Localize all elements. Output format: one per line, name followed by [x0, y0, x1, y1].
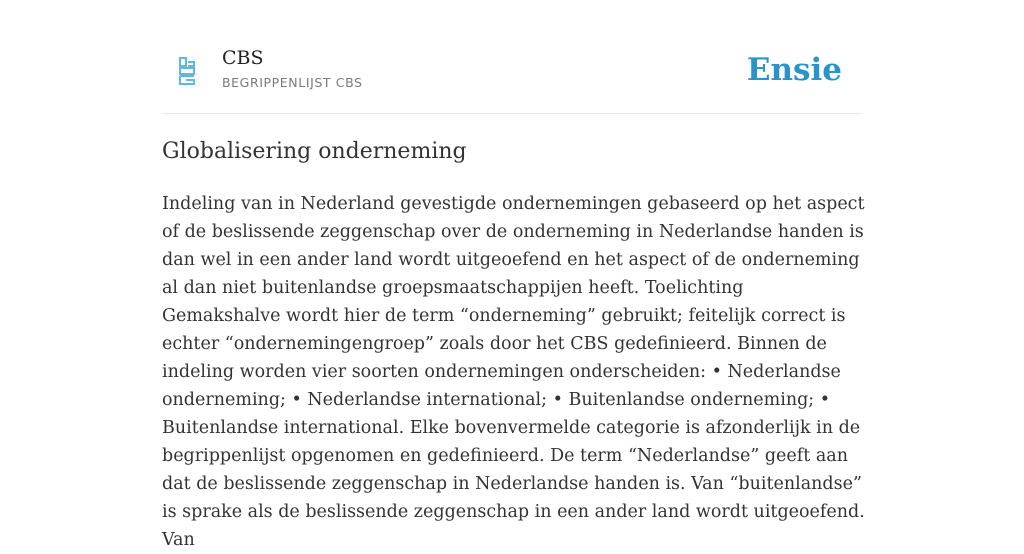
cbs-logo-icon[interactable]	[176, 56, 198, 86]
org-subtitle[interactable]: BEGRIPPENLIJST CBS	[222, 75, 363, 90]
definition-text: Indeling van in Nederland gevestigde ondernemingen gebaseerd op het aspect of de beslissende zeggenschap over de onderneming in Nederlandse handen is dan wel in een ander land wordt uitgeoefend en het aspect of de onderneming al dan niet buitenlandse groepsmaatschappijen heeft. Toelichting Gemakshalve wordt hier de term “onderneming” gebruikt; feitelijk correct is echter “ondernemingengroep” zoals door het CBS gedefinieerd. Binnen de indeling worden vier soorten ondernemingen onderscheiden: • Nederlandse onderneming; • Nederlandse international; • Buitenlandse onderneming; • Buitenlandse international. Elke bovenvermelde categorie is afzonderlijk in de begrippenlijst opgenomen en gedefinieerd. De term “Nederlandse” geeft aan dat de beslissende zeggenschap in Nederlandse handen is. Van “buitenlandse” is sprake als de beslissende zeggenschap in een ander land wordt uitgeoefend. Van	[162, 194, 865, 550]
org-name[interactable]: CBS	[222, 47, 264, 69]
page-title: Globalisering onderneming	[162, 139, 467, 164]
site-header	[162, 0, 862, 114]
ensie-brand-logo[interactable]: Ensie	[746, 52, 842, 88]
